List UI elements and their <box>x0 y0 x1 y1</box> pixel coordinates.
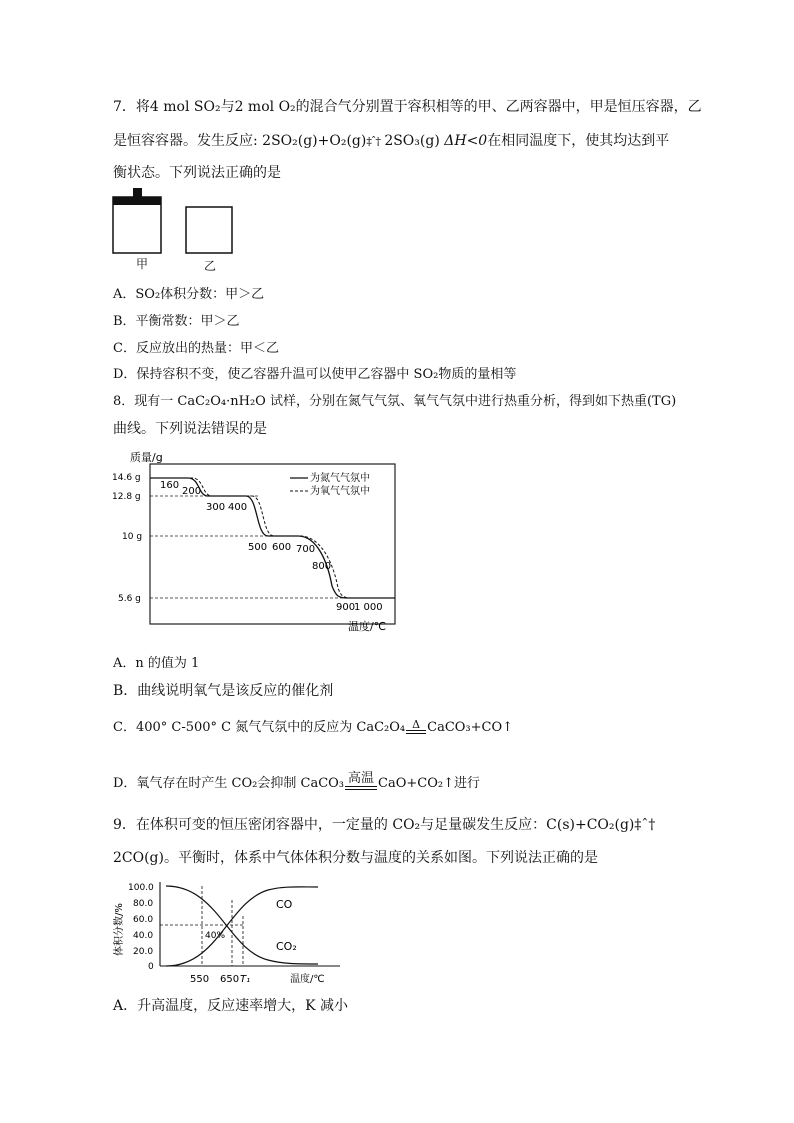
q7-eq-right: 2SO₃(g) <box>384 133 440 149</box>
tg-ytick-14.6: 14.6 g <box>112 473 141 483</box>
tg-ytick-12.8: 12.8 g <box>112 492 141 502</box>
containers-figure <box>108 185 248 275</box>
tg-temp-600: 600 <box>272 542 292 553</box>
vf-annotation-40: 40% <box>205 931 226 941</box>
tg-chart <box>108 446 398 632</box>
q7-line2-tail: 在相同温度下，使其均达到平 <box>487 133 670 149</box>
vf-ytick-20: 20.0 <box>133 947 154 957</box>
q7-option-c: C．反应放出的热量：甲＜乙 <box>113 341 279 356</box>
q8-option-c-condition: Δ <box>412 718 421 731</box>
q8-option-d-condition: 高温 <box>348 771 375 786</box>
tg-ylabel: 质量/g <box>130 451 163 464</box>
tg-temp-800: 800 <box>312 561 332 572</box>
q7-option-d: D．保持容积不变，使乙容器升温可以使甲乙容器中 SO₂物质的量相等 <box>113 367 517 382</box>
q7-line1: 7．将4 mol SO₂与2 mol O₂的混合气分别置于容积相等的甲、乙两容器中，甲是恒压容器，乙 <box>113 99 702 115</box>
q9-line1: 9．在体积可变的恒压密闭容器中，一定量的 CO₂与足量碳发生反应：C(s)+CO₂(g)‡ˆ† <box>113 817 656 833</box>
container-a-label: 甲 <box>136 257 149 271</box>
q8-option-d-text: D．氧气存在时产生 CO₂会抑制 CaCO₃ <box>113 776 345 791</box>
vf-label-co: CO <box>276 898 293 911</box>
q8-option-d <box>113 772 480 794</box>
q8-line1: 8．现有一 CaC₂O₄·nH₂O 试样，分别在氮气气氛、氧气气氛中进行热重分析，得到如下热重(TG) <box>113 394 677 409</box>
tg-temp-1000: 1 000 <box>354 602 383 613</box>
tg-temp-500: 500 <box>248 542 268 553</box>
vf-ytick-100: 100.0 <box>128 883 154 893</box>
vf-ylabel: 体积分数/% <box>114 903 125 956</box>
q8-option-c-product: CaCO₃+CO↑ <box>427 720 514 735</box>
tg-ytick-5.6: 5.6 g <box>118 594 141 604</box>
tg-legend-oxygen: 为氧气气氛中 <box>310 486 370 497</box>
equilibrium-arrow-icon: ‡ˆ† <box>366 135 380 148</box>
container-a-piston <box>113 197 161 205</box>
tg-temp-160: 160 <box>160 480 180 491</box>
q8-option-c <box>113 718 513 738</box>
q8-option-d-product: CaO+CO₂↑进行 <box>378 776 480 791</box>
tg-temp-700: 700 <box>296 544 316 555</box>
vf-xtick-650: 650 <box>220 974 240 985</box>
tg-ytick-10: 10 g <box>122 532 143 542</box>
q9-option-a: A．升高温度，反应速率增大，K 减小 <box>113 998 349 1014</box>
container-a <box>113 197 161 253</box>
q7-option-a: A．SO₂体积分数：甲＞乙 <box>113 287 265 302</box>
q8-option-b: B．曲线说明氧气是该反应的催化剂 <box>113 683 334 699</box>
equals-arrow-icon <box>345 786 377 790</box>
container-b-label: 乙 <box>204 259 217 273</box>
vf-ytick-0: 0 <box>148 962 154 972</box>
tg-temp-400: 400 <box>228 502 248 513</box>
vf-ytick-40: 40.0 <box>133 931 154 941</box>
vf-xtick-550: 550 <box>190 974 210 985</box>
volume-fraction-chart <box>108 872 348 992</box>
vf-ytick-60: 60.0 <box>133 915 154 925</box>
q7-line2-text: 是恒容容器。发生反应: <box>113 133 258 149</box>
q7-option-b: B．平衡常数：甲＞乙 <box>113 314 240 329</box>
tg-legend-nitrogen: 为氮气气氛中 <box>310 473 370 484</box>
vf-xlabel: 温度/℃ <box>290 974 325 985</box>
vf-label-co2: CO₂ <box>276 940 297 953</box>
q8-line2: 曲线。下列说法错误的是 <box>113 421 267 437</box>
vf-ytick-80: 80.0 <box>133 899 154 909</box>
tg-temp-900: 900 <box>336 602 356 613</box>
q8-option-a: A．n 的值为 1 <box>113 656 200 671</box>
tg-temp-200: 200 <box>182 486 202 497</box>
q9-line2: 2CO(g)。平衡时，体系中气体体积分数与温度的关系如图。下列说法正确的是 <box>113 850 598 866</box>
vf-xtick-t1: T₁ <box>240 974 251 985</box>
q8-option-c-text: C．400° C-500° C 氮气气氛中的反应为 CaC₂O₄ <box>113 720 406 735</box>
vf-co-curve <box>166 887 318 966</box>
tg-xlabel: 温度/℃ <box>348 620 387 632</box>
q7-eq-left: 2SO₂(g)+O₂(g) <box>262 133 367 149</box>
tg-temp-300: 300 <box>206 502 226 513</box>
q7-dh: ΔH<0 <box>444 133 488 149</box>
q7-line3: 衡状态。下列说法正确的是 <box>113 165 281 181</box>
q7-line2 <box>113 131 669 152</box>
container-b <box>186 207 232 253</box>
